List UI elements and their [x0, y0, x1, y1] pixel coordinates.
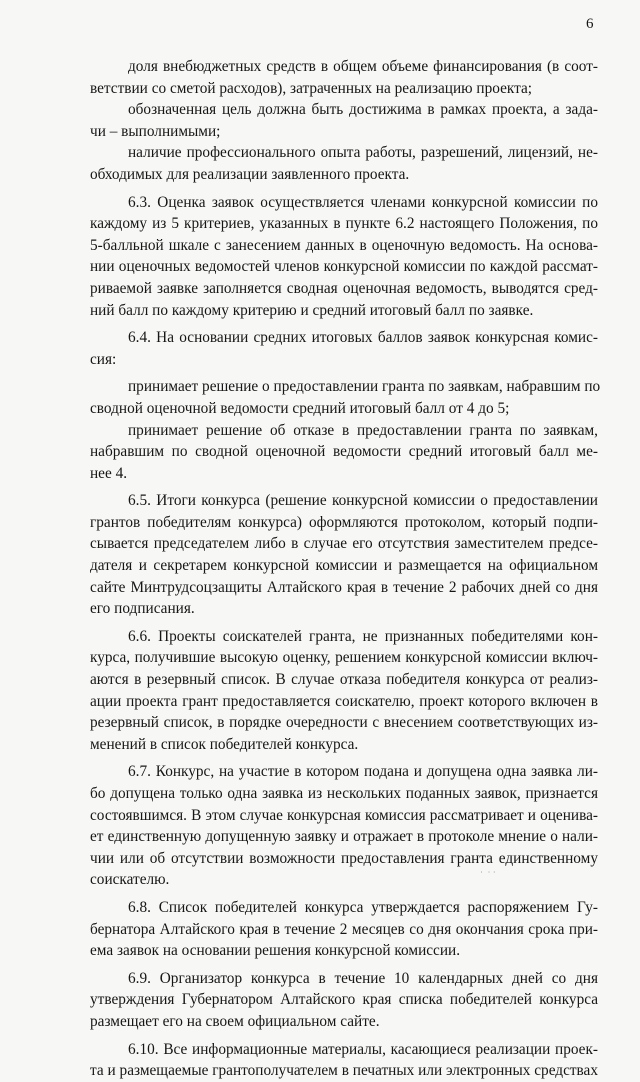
text-line: 6.9. Организатор конкурса в течение 10 календарных дней со дня: [128, 969, 598, 987]
scan-artifact: ˙ ˙ ˙: [480, 870, 496, 880]
text-line: ации проекта грант предоставляется соискателю, проект которого включен в: [90, 692, 598, 710]
text-line: принимает решение о предоставлении гранта по заявкам, набравшим по: [128, 378, 601, 396]
text-line: 6.10. Все информационные материалы, касающиеся реализации проек-: [128, 1040, 598, 1058]
text-line: дателя и секретарем конкурсной комиссии и размещается на официальном: [90, 557, 598, 575]
document-body: [90, 56, 601, 1082]
text-line: размещает его на своем официальном сайте.: [90, 1012, 380, 1030]
text-line: 6.8. Список победителей конкурса утверждается распоряжением Гу-: [128, 898, 598, 916]
paragraph: [90, 99, 598, 142]
text-line: менений в список победителей конкурса.: [90, 735, 359, 753]
text-line: сайте Минтрудсоцзащиты Алтайского края в течение 2 рабочих дней со дня: [90, 578, 598, 596]
paragraph: [90, 490, 598, 620]
paragraph: [90, 327, 598, 370]
paragraph: [90, 761, 598, 891]
text-line: сия:: [90, 350, 117, 368]
paragraph: [90, 626, 598, 756]
text-line: та и размещаемые грантополучателем в печатных или электронных средствах: [90, 1062, 598, 1080]
text-line: ветствии со сметой расходов), затраченных на реализацию проекта;: [90, 79, 533, 97]
text-line: соискателю.: [90, 871, 170, 889]
text-line: бо допущена только одна заявка из нескольких поданных заявок, признается: [90, 785, 598, 802]
text-line: нее 4.: [90, 464, 128, 482]
text-line: 5-балльной шкале с занесением данных в оценочную ведомость. На основа-: [90, 236, 598, 254]
text-line: чи – выполнимыми;: [90, 122, 221, 140]
text-line: обозначенная цель должна быть достижима в рамках проекта, а зада-: [128, 101, 598, 119]
page-number: 6: [586, 16, 594, 32]
text-line: состоявшимся. В этом случае конкурсная комиссия рассматривает и оценива-: [90, 806, 598, 824]
text-line: принимает решение об отказе в предоставлении гранта по заявкам,: [128, 421, 598, 439]
text-line: сывается председателем либо в случае его отсутствия заместителем предсе-: [90, 535, 598, 553]
paragraph: [90, 1039, 598, 1082]
paragraph: [90, 376, 601, 419]
text-line: чии или об отсутствии возможности предоставления гранта единственному: [90, 849, 598, 867]
text-line: 6.3. Оценка заявок осуществляется членами конкурсной комиссии по: [128, 193, 598, 211]
text-line: бернатора Алтайского края в течение 2 месяцев со дня окончания срока при-: [90, 920, 598, 938]
paragraph: [90, 897, 598, 962]
paragraph: [90, 192, 598, 322]
text-line: ет единственную допущенную заявку и отражает в протоколе мнение о нали-: [90, 828, 598, 846]
text-line: нии оценочных ведомостей членов конкурсной комиссии по каждой рассмат-: [90, 258, 598, 276]
text-line: курса, получившие высокую оценку, решением конкурсной комиссии включ-: [90, 649, 598, 667]
text-line: доля внебюджетных средств в общем объеме финансирования (в соот-: [128, 58, 598, 75]
text-line: наличие профессионального опыта работы, разрешений, лицензий, не-: [128, 144, 598, 162]
text-line: риваемой заявке заполняется сводная оценочная ведомость, выводятся сред-: [90, 279, 598, 297]
text-line: обходимых для реализации заявленного проекта.: [90, 165, 410, 183]
paragraph: [90, 142, 598, 185]
text-line: аются в резервный список. В случае отказа победителя конкурса от реализ-: [90, 671, 598, 689]
paragraph: [90, 420, 598, 485]
text-line: грантов победителям конкурса) оформляются протоколом, который подпи-: [90, 513, 598, 531]
text-line: утверждения Губернатором Алтайского края списка победителей конкурса: [90, 991, 598, 1009]
text-line: резервный список, в порядке очередности с внесением соответствующих из-: [90, 714, 598, 732]
text-line: сводной оценочной ведомости средний итоговый балл от 4 до 5;: [90, 399, 510, 417]
text-line: его подписания.: [90, 600, 195, 618]
text-line: набравшим по сводной оценочной ведомости средний итоговый балл ме-: [90, 443, 598, 461]
text-line: 6.5. Итоги конкурса (решение конкурсной комиссии о предоставлении: [128, 492, 598, 510]
text-line: каждому из 5 критериев, указанных в пункте 6.2 настоящего Положения, по: [90, 215, 598, 233]
text-line: 6.6. Проекты соискателей гранта, не признанных победителями кон-: [128, 627, 598, 645]
text-line: 6.7. Конкурс, на участие в котором подана и допущена одна заявка ли-: [128, 763, 598, 781]
text-line: ема заявок на основании решения конкурсной комиссии.: [90, 942, 461, 960]
text-line: ний балл по каждому критерию и средний итоговый балл по заявке.: [90, 301, 534, 319]
paragraph: [90, 968, 598, 1033]
paragraph: [90, 56, 598, 99]
text-line: 6.4. На основании средних итоговых баллов заявок конкурсная комис-: [128, 329, 598, 347]
